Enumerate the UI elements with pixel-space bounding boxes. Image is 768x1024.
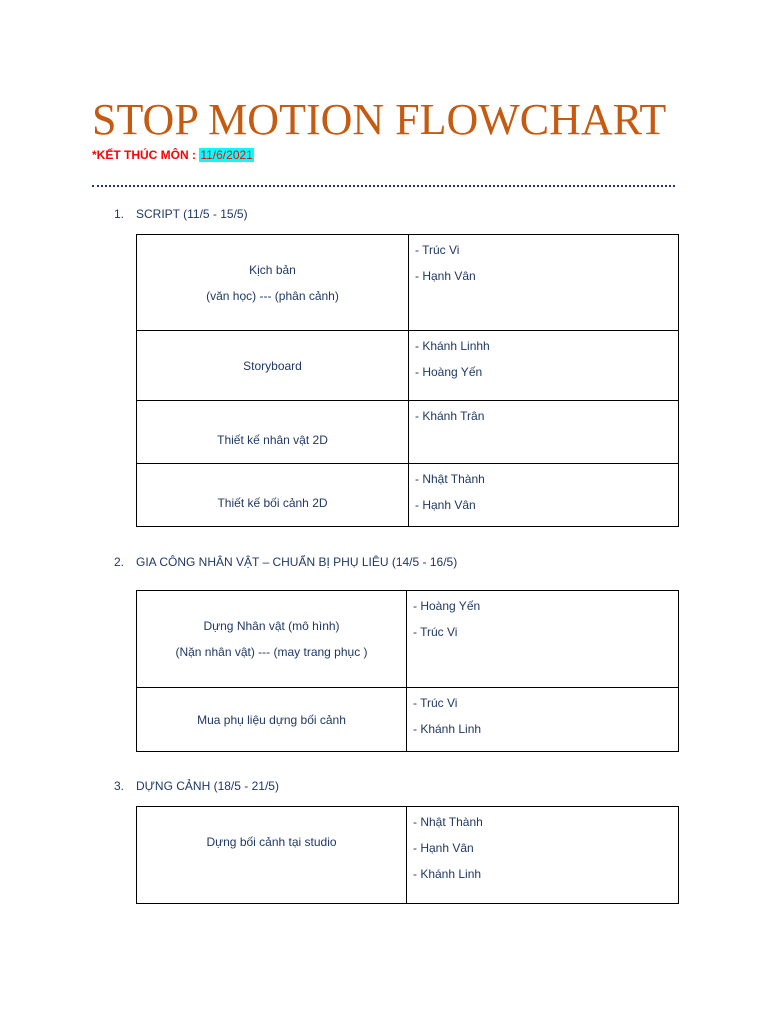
task-text: (văn học) --- (phân cảnh)	[206, 288, 339, 303]
assignee-cell	[407, 807, 679, 904]
section-number: 2.	[114, 555, 125, 569]
assignee-cell	[409, 331, 679, 401]
assignee-name: - Hạnh Vân	[413, 841, 474, 855]
task-cell	[137, 688, 407, 752]
assignee-cell	[409, 401, 679, 464]
table-row	[137, 235, 679, 331]
task-table-script	[136, 234, 679, 527]
assignee-name: - Hạnh Vân	[415, 269, 476, 283]
table-row	[137, 688, 679, 752]
task-table-character-prep	[136, 590, 679, 752]
section-heading-character-prep	[114, 554, 457, 570]
section-number: 1.	[114, 207, 125, 221]
table-row	[137, 807, 679, 904]
assignee-name: - Hoàng Yến	[413, 599, 481, 613]
deadline-label: *KẾT THÚC MÔN :	[92, 148, 196, 162]
table-row	[137, 401, 679, 464]
assignee-cell	[407, 688, 679, 752]
task-cell	[137, 331, 409, 401]
assignee-name: - Trúc Vi	[415, 243, 460, 257]
assignee-name: - Hoàng Yến	[415, 365, 483, 379]
deadline-date: 11/6/2021	[200, 148, 253, 162]
task-table-set-building	[136, 806, 679, 904]
dotted-divider	[92, 185, 675, 187]
table-row	[137, 331, 679, 401]
assignee-name: - Nhật Thành	[413, 815, 483, 829]
task-text: Dựng Nhân vật (mô hình)	[203, 619, 340, 633]
assignee-name: - Khánh Linh	[413, 722, 482, 736]
assignee-name: - Nhật Thành	[415, 472, 485, 486]
section-number: 3.	[114, 779, 125, 793]
assignee-name: - Khánh Trân	[415, 409, 485, 423]
assignee-name: - Hạnh Vân	[415, 498, 476, 512]
table-row	[137, 591, 679, 688]
assignee-name: - Trúc Vi	[413, 625, 458, 639]
deadline-line	[92, 147, 254, 163]
task-text: Thiết kế nhân vật 2D	[217, 433, 328, 447]
task-cell	[137, 235, 409, 331]
section-heading-script	[114, 206, 248, 222]
task-text: (Nặn nhân vật) --- (may trang phục )	[175, 645, 368, 659]
document-title: STOP MOTION FLOWCHART	[92, 95, 667, 144]
section-heading-set-building	[114, 778, 279, 794]
assignee-cell	[407, 591, 679, 688]
task-cell	[137, 401, 409, 464]
table-row	[137, 464, 679, 527]
assignee-name: - Khánh Linhh	[415, 339, 490, 353]
task-text: Thiết kế bối cảnh 2D	[217, 496, 328, 510]
assignee-name: - Trúc Vi	[413, 696, 458, 710]
assignee-cell	[409, 464, 679, 527]
task-text: Mua phụ liệu dựng bối cảnh	[197, 712, 346, 727]
task-cell	[137, 807, 407, 904]
task-text: Kịch bản	[249, 262, 296, 277]
assignee-cell	[409, 235, 679, 331]
section-title: SCRIPT (11/5 - 15/5)	[136, 207, 248, 221]
task-text: Storyboard	[243, 358, 302, 373]
task-cell	[137, 464, 409, 527]
section-title: GIA CÔNG NHÂN VẬT – CHUẨN BỊ PHỤ LIÊU (14/5 - 16/5)	[136, 555, 458, 569]
section-title: DỰNG CẢNH (18/5 - 21/5)	[136, 779, 279, 793]
task-cell	[137, 591, 407, 688]
task-text: Dựng bối cảnh tại studio	[206, 835, 337, 849]
assignee-name: - Khánh Linh	[413, 867, 482, 881]
